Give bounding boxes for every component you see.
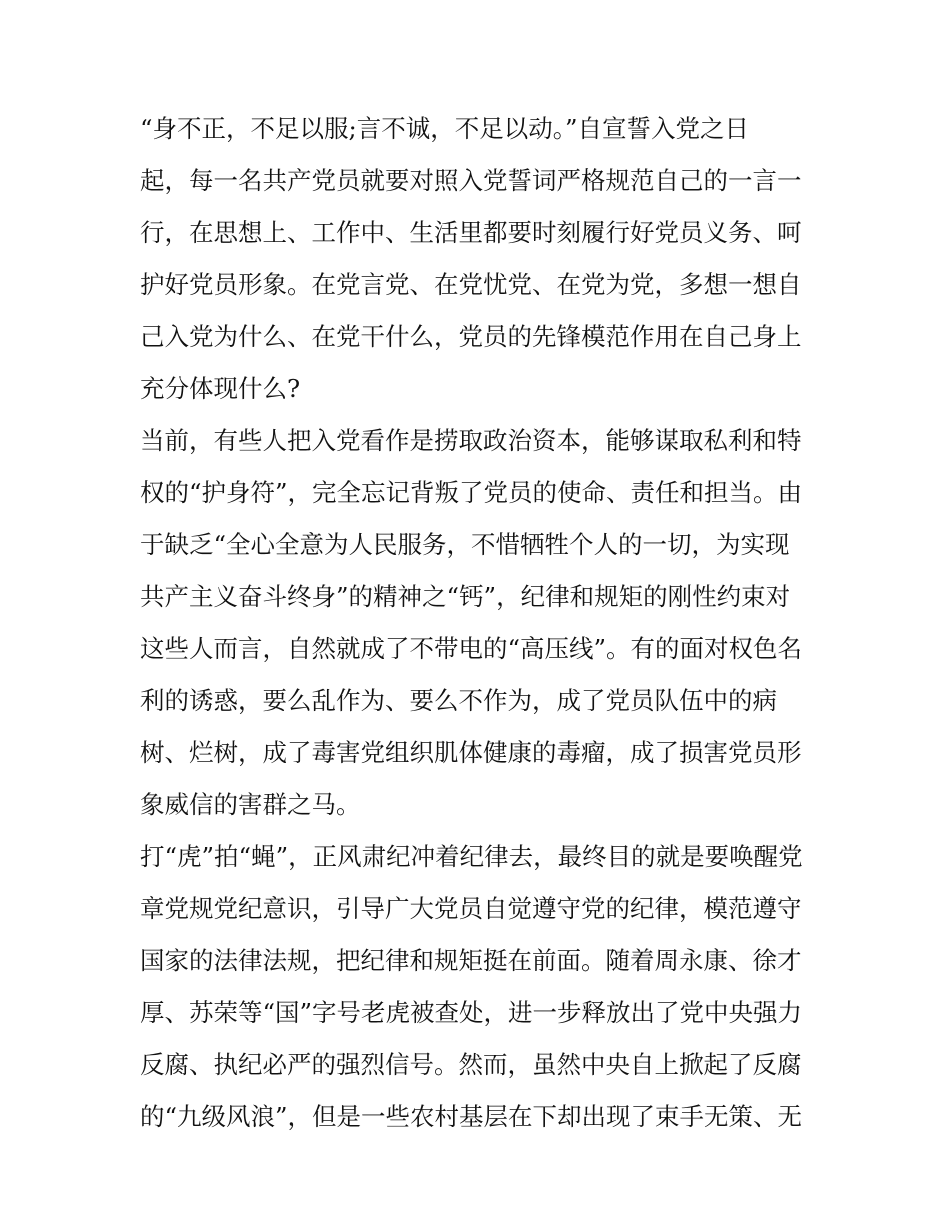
- text-line: 权的“护身符”，完全忘记背叛了党员的使命、责任和担当。由: [140, 478, 803, 507]
- text-line: 于缺乏“全心全意为人民服务，不惜牺牲个人的一切，为实现: [140, 530, 790, 559]
- text-line: “身不正，不足以服;言不诚，不足以动。”自宣誓入党之日: [140, 114, 750, 143]
- text-line: 护好党员形象。在党言党、在党忧党、在党为党，多想一想自: [140, 270, 802, 299]
- text-line: 国家的法律法规，把纪律和规矩挺在前面。随着周永康、徐才: [140, 946, 802, 975]
- body-text: [140, 103, 820, 1143]
- text-line: 利的诱惑，要么乱作为、要么不作为，成了党员队伍中的病: [140, 686, 777, 715]
- text-line: 行，在思想上、工作中、生活里都要时刻履行好党员义务、呵: [140, 218, 802, 247]
- text-line: 这些人而言，自然就成了不带电的“高压线”。有的面对权色名: [140, 634, 803, 663]
- text-line: 己入党为什么、在党干什么，党员的先锋模范作用在自己身上: [140, 322, 802, 351]
- text-line: 共产主义奋斗终身”的精神之“钙”，纪律和规矩的刚性约束对: [140, 582, 791, 611]
- text-line: 反腐、执纪必严的强烈信号。然而，虽然中央自上掀起了反腐: [140, 1050, 802, 1079]
- text-line: 章党规党纪意识，引导广大党员自觉遵守党的纪律，模范遵守: [140, 894, 802, 923]
- text-line: 的“九级风浪”，但是一些农村基层在下却出现了束手无策、无: [140, 1102, 803, 1131]
- text-line: 树、烂树，成了毒害党组织肌体健康的毒瘤，成了损害党员形: [140, 738, 802, 767]
- text-line: 起，每一名共产党员就要对照入党誓词严格规范自己的一言一: [140, 166, 802, 195]
- text-line: 打“虎”拍“蝇”，正风肃纪冲着纪律去，最终目的就是要唤醒党: [140, 842, 803, 871]
- text-line: 充分体现什么?: [140, 374, 301, 403]
- text-line: 当前，有些人把入党看作是捞取政治资本，能够谋取私利和特: [140, 426, 802, 455]
- text-line: 厚、苏荣等“国”字号老虎被查处，进一步释放出了党中央强力: [140, 998, 803, 1027]
- text-line: 象威信的害群之马。: [140, 790, 361, 819]
